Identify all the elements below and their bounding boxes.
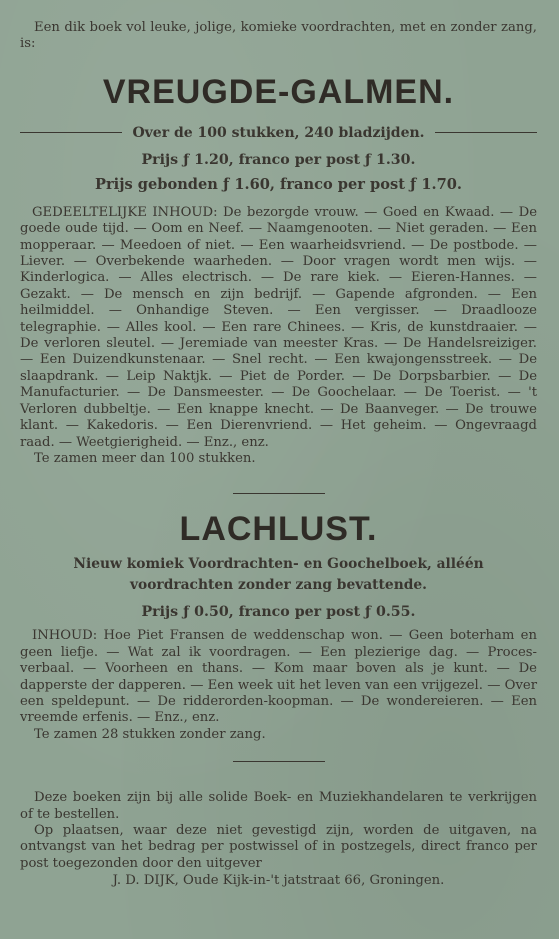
contents-vreugde-galmen: GEDEELTELIJKE INHOUD: De bezorgde vrouw. — Goed en Kwaad. — De goede oude tijd. — Oom en Neef. — Naamgenooten. — Niet geraden. — Een mopperaar. — Meedoen of niet. — Een waarheidsvriend. — De postbode. — Liever. — Overbekende waarheden. — Door vragen wordt men wijs. — Kinderlogica. — Alles electrisch. — De rare kiek. — Eieren-Hannes. — Gezakt. — De mensch en zijn bedrijf. — Gapende afgronden. — Een heilmiddel. — Onhandige Steven. — Een vergisser. — Draadlooze telegraphie. — Alles kool. — Een rare Chinees. — Kris, de kunstdraaier. — De verloren sleutel. — Jeremiade van meester Kras. — De Handelsreiziger. — Een Duizendkunstenaar. — Snel recht. — Een kwajongensstreek. — De slaapdrank. — Leip Naktjk. — Piet de Porder. — De Dorpsbarbier. — De Manufacturier. — De Dansmeester. — De Goochelaar. — De Toerist. — 't Verloren dubbeltje. — Een knappe knecht. — De Baanveger. — De trouwe klant. — Kakedoris. — Een Dierenvriend. — Het geheim. — Ongevraagd raad. — Weetgierigheid. — Enz., enz. (20, 204, 537, 450)
publisher-address: J. D. DIJK, Oude Kijk-in-'t jatstraat 66, Groningen. (112, 873, 445, 889)
section-divider (233, 493, 325, 494)
total-lachlust: Te zamen 28 stukken zonder zang. (34, 726, 266, 742)
price-bound-line: Prijs gebonden ƒ 1.60, franco per post ƒ 1.70. (94, 175, 463, 193)
contents-lachlust: INHOUD: Hoe Piet Fransen de weddenschap won. — Geen boterham en geen liefje. — Wat zal ik voordragen. — Een plezierige dag. — Proces-verbaal. — Voorheen en thans. — Kom maar boven als je kunt. — De dapperste der dapperen. — Een week uit het leven van een vrijgezel. — Over een speldepunt. — De ridderorden-koopman. — De wondereieren. — Een vreemde erfenis. — Enz., enz. (20, 628, 537, 726)
rule-left (20, 132, 122, 133)
lachlust-price-line: Prijs ƒ 0.50, franco per post ƒ 0.55. (141, 604, 416, 621)
pages-line (20, 125, 537, 141)
ordering-text: Op plaatsen, waar deze niet gevestigd zijn, worden de uitgaven, na ontvangst van het bedrag per postwissel of in postzegels, direct franco per post toegezonden door den uitgever (20, 822, 537, 871)
availability-text: Deze boeken zijn bij alle solide Boek- en Muziekhandelaren te verkrijgen of te bestellen. (20, 790, 537, 822)
book-title-vreugde-galmen: VREUGDE-GALMEN. (102, 72, 455, 111)
book-title-lachlust: LACHLUST. (179, 510, 378, 549)
pages-text: Over de 100 stukken, 240 bladzijden. (132, 124, 425, 141)
total-vreugde-galmen: Te zamen meer dan 100 stukken. (34, 450, 256, 466)
intro-text: Een dik boek vol leuke, jolige, komieke voordrachten, met en zonder zang, is: (20, 20, 537, 52)
lachlust-subtitle: Nieuw komiek Voordrachten- en Goochelboek, alléén voordrachten zonder zang bevattende. (73, 556, 484, 594)
rule-right (435, 132, 537, 133)
price-line: Prijs ƒ 1.20, franco per post ƒ 1.30. (141, 151, 416, 168)
section-divider-2 (233, 761, 325, 762)
